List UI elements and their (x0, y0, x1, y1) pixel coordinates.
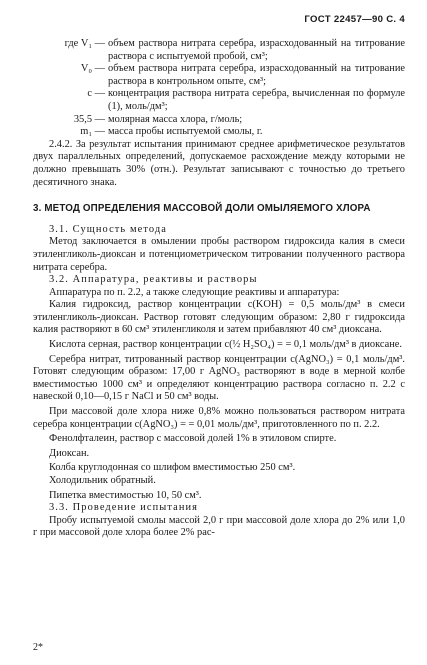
clause-3-3-text: Пробу испытуемой смолы массой 2,0 г при массовой доле хлора до 2% или 1,0 г при массовой доле хлора более 2% рас- (33, 514, 405, 539)
signature-mark: 2* (33, 642, 43, 653)
reagent-silver-nitrate: Серебра нитрат, титрованный раствор концентрации c(AgNO₃) = 0,1 моль/дм³. Готовят следующим образом: 17,00 г AgNO₃ растворяют в воде в мерной колбе вместимостью 1000 см³ и определяют концентрацию раствора согласно п. 2.2 с навеской 0,10—0,15 г NaCl и 50 см³ воды. (33, 353, 405, 403)
definition-symbol: где V₁ — (64, 38, 105, 49)
formula-definitions (33, 38, 405, 139)
clause-3-2-title: 3.2. Аппаратура, реактивы и растворы (49, 274, 258, 286)
definition-text: молярная масса хлора, г/моль; (108, 113, 243, 125)
section-3-title: 3. МЕТОД ОПРЕДЕЛЕНИЯ МАССОВОЙ ДОЛИ ОМЫЛЯЕМОГО ХЛОРА (33, 203, 371, 215)
definition-row (33, 63, 405, 88)
apparatus-pipette: Пипетка вместимостью 10, 50 см³. (49, 489, 202, 501)
low-chlorine-note: При массовой доле хлора ниже 0,8% можно пользоваться раствором нитрата серебра концентрации c(AgNO₃) = = 0,01 моль/дм³, приготовленного по п. 2.2. (33, 406, 405, 430)
clause-3-1-title: 3.1. Сущность метода (49, 223, 167, 235)
apparatus-flask: Колба круглодонная со шлифом вместимостью 250 см³. (49, 462, 296, 474)
clause-2-4-2: 2.4.2. За результат испытания принимают среднее арифметическое результатов двух параллельных определений, допускаемое расхождение между которыми не должно превышать 30% (отн.). Результат записывают с точностью до третьего десятичного знака. (33, 138, 405, 188)
definition-symbol: V₀ — (80, 63, 105, 75)
definition-text: объем раствора нитрата серебра, израсходованный на титрование раствора с испытуемой пробой, см³; (108, 38, 405, 62)
reagent-koh: Калия гидроксид, раствор концентрации c(KOH) = 0,5 моль/дм³ в смеси этиленгликоль-диоксан. Раствор готовят следующим образом: 2,80 г гидроксида калия растворяют в 60 см³ этиленгликоля и затем прибавляют 40 см³ диоксана. (33, 299, 405, 336)
definition-text: масса пробы испытуемой смолы, г. (108, 126, 263, 138)
definition-row (33, 88, 405, 113)
definition-text: объем раствора нитрата серебра, израсходованный на титрование раствора в контрольном опыте, см³; (108, 63, 405, 87)
definition-text: концентрация раствора нитрата серебра, вычисленная по формуле (1), моль/дм³; (108, 88, 405, 112)
clause-3-2-intro: Аппаратура по п. 2.2, а также следующие реактивы и аппаратура: (49, 286, 340, 298)
definition-symbol: m₁ — (80, 126, 105, 138)
definition-row (33, 126, 405, 139)
clause-3-3-title: 3.3. Проведение испытания (49, 502, 199, 514)
reagent-dioxane: Диоксан. (49, 447, 90, 459)
definition-row (33, 114, 405, 127)
definition-row (33, 38, 405, 63)
apparatus-cooler: Холодильник обратный. (49, 475, 156, 486)
standard-header: ГОСТ 22457—90 С. 4 (304, 14, 405, 25)
reagent-phenolphthalein: Фенолфталеин, раствор с массовой долей 1% в этиловом спирте. (49, 433, 337, 445)
definition-symbol: 35,5 — (73, 113, 105, 125)
reagent-sulfuric-acid: Кислота серная, раствор концентрации c(½ H₂SO₄) = = 0,1 моль/дм³ в диоксане. (49, 339, 402, 351)
definition-symbol: c — (87, 88, 105, 100)
clause-3-1-text: Метод заключается в омылении пробы раствором гидроксида калия в смеси этиленгликоль-диоксан и потенциометрическом титровании полученного раствора нитрата серебра. (33, 236, 405, 273)
document-body (33, 38, 405, 540)
